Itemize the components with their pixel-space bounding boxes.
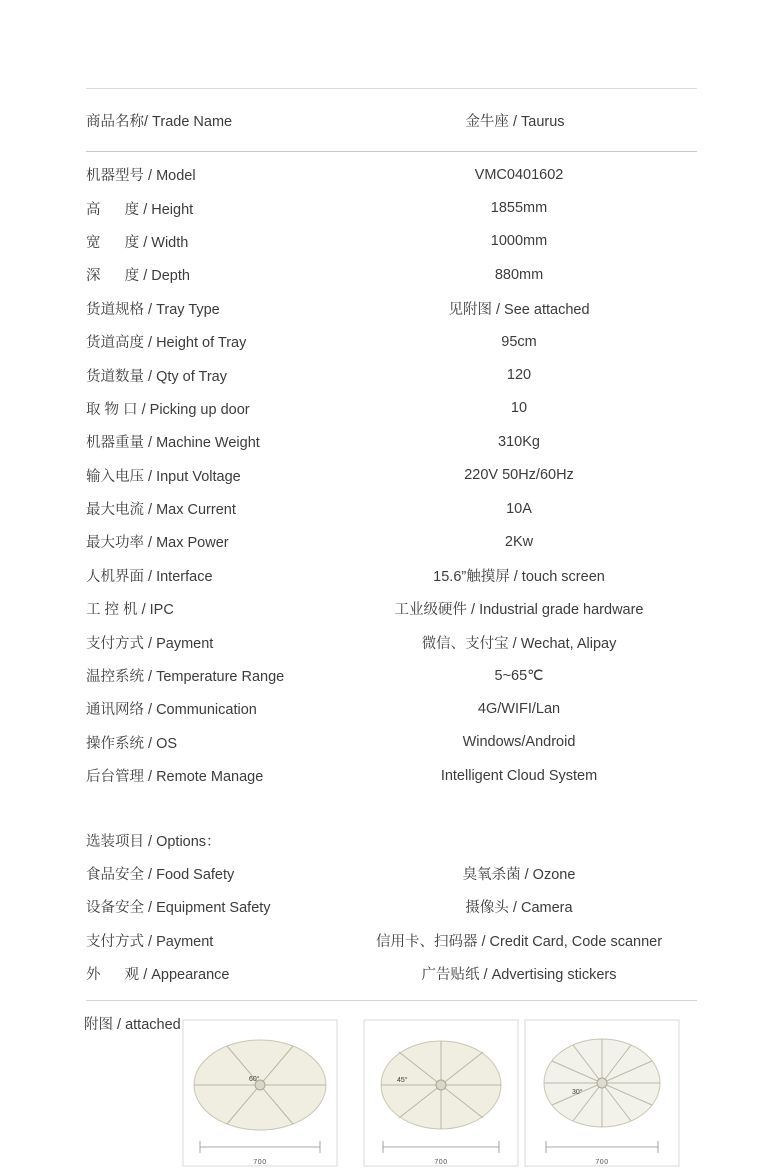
trade-name-label: 商品名称/ Trade Name	[86, 113, 233, 130]
table-row	[86, 459, 697, 492]
spec-value: 10	[510, 400, 528, 417]
section-gap	[86, 792, 697, 823]
spec-value: 微信、支付宝 / Wechat, Alipay	[421, 635, 617, 652]
table-row	[86, 392, 697, 425]
options-section-title-row	[86, 823, 697, 856]
option-value: 臭氧杀菌 / Ozone	[462, 867, 576, 883]
spec-value: 工业级硬件 / Industrial grade hardware	[394, 602, 644, 619]
spec-label: 机器型号 / Model	[86, 168, 196, 185]
table-row	[86, 692, 697, 725]
spec-value: 10A	[506, 500, 532, 517]
spec-label: 取 物 口 / Picking up door	[86, 401, 250, 418]
spec-label: 最大电流 / Max Current	[86, 502, 236, 519]
option-label: 外 观 / Appearance	[86, 967, 230, 984]
tray-diagram-12-slice-icon	[524, 1019, 680, 1167]
option-value: 摄像头 / Camera	[465, 900, 573, 917]
spec-value: 310Kg	[498, 433, 540, 450]
table-row	[86, 191, 697, 224]
tray-figure-30deg	[524, 1019, 680, 1167]
spec-value: 1855mm	[490, 200, 548, 217]
spec-label: 机器重量 / Machine Weight	[86, 435, 260, 452]
table-row	[86, 659, 697, 692]
attached-figures-label: 附图 / attached	[84, 1017, 181, 1033]
spec-value: 15.6”触摸屏 / touch screen	[433, 568, 605, 585]
option-label: 设备安全 / Equipment Safety	[86, 900, 271, 917]
table-row	[86, 957, 697, 990]
table-row	[86, 325, 697, 358]
table-row	[86, 759, 697, 792]
spec-value: Windows/Android	[462, 734, 576, 751]
table-row	[86, 857, 697, 890]
tray-figure-60deg	[182, 1019, 338, 1167]
spec-label: 货道高度 / Height of Tray	[86, 335, 247, 352]
option-label: 食品安全 / Food Safety	[86, 867, 235, 883]
spec-label: 货道数量 / Qty of Tray	[86, 368, 227, 385]
tray-width-label: 700	[595, 1159, 609, 1166]
spec-label: 工 控 机 / IPC	[86, 602, 174, 619]
spec-value: 2Kw	[504, 533, 534, 550]
spec-label: 人机界面 / Interface	[86, 568, 213, 585]
spec-label: 最大功率 / Max Power	[86, 535, 229, 552]
specification-table	[86, 88, 697, 990]
option-value: 信用卡、扫码器 / Credit Card, Code scanner	[375, 933, 663, 950]
spec-value: 220V 50Hz/60Hz	[464, 467, 574, 484]
tray-angle-label: 45°	[397, 1077, 408, 1084]
table-row	[86, 158, 697, 191]
spec-value: Intelligent Cloud System	[440, 767, 598, 784]
spec-value: 120	[506, 367, 532, 384]
divider	[86, 1000, 697, 1001]
spec-label: 深 度 / Depth	[86, 268, 190, 285]
tray-width-label: 700	[253, 1159, 267, 1166]
table-row	[86, 492, 697, 525]
tray-width-label: 700	[434, 1159, 448, 1166]
spec-label: 通讯网络 / Communication	[86, 702, 257, 719]
spec-label: 温控系统 / Temperature Range	[86, 669, 285, 686]
table-row	[86, 358, 697, 391]
spec-value: 见附图 / See attached	[448, 301, 590, 318]
tray-angle-label: 60°	[249, 1076, 260, 1083]
table-header-row	[86, 88, 697, 152]
spec-label: 货道规格 / Tray Type	[86, 301, 220, 318]
table-row	[86, 525, 697, 558]
spec-value: 880mm	[494, 266, 544, 283]
table-row	[86, 592, 697, 625]
spec-value: 4G/WIFI/Lan	[477, 700, 561, 717]
table-row	[86, 292, 697, 325]
spec-value: 5~65℃	[494, 667, 544, 684]
option-value: 广告贴纸 / Advertising stickers	[421, 967, 617, 984]
table-row	[86, 625, 697, 658]
table-row	[86, 890, 697, 923]
table-row	[86, 225, 697, 258]
spec-label: 高 度 / Height	[86, 201, 194, 218]
spec-label: 宽 度 / Width	[86, 234, 189, 251]
spec-label: 支付方式 / Payment	[86, 635, 214, 652]
table-row	[86, 559, 697, 592]
options-section-title: 选装项目 / Options：	[86, 833, 221, 850]
tray-diagram-8-slice-icon	[363, 1019, 519, 1167]
option-label: 支付方式 / Payment	[86, 933, 214, 950]
spec-value: 1000mm	[490, 233, 548, 250]
spec-value: VMC0401602	[474, 166, 564, 183]
table-row	[86, 726, 697, 759]
trade-name-value: 金牛座 / Taurus	[465, 113, 565, 130]
tray-diagram-6-slice-icon	[182, 1019, 338, 1167]
spec-value: 95cm	[501, 333, 537, 350]
attached-figures	[182, 1019, 702, 1167]
spec-label: 后台管理 / Remote Manage	[86, 769, 264, 786]
table-row	[86, 924, 697, 957]
spec-label: 输入电压 / Input Voltage	[86, 468, 241, 485]
spec-label: 操作系统 / OS	[86, 735, 178, 752]
table-row	[86, 425, 697, 458]
tray-angle-label: 30°	[572, 1089, 583, 1096]
tray-figure-45deg	[363, 1019, 519, 1167]
table-row	[86, 258, 697, 291]
